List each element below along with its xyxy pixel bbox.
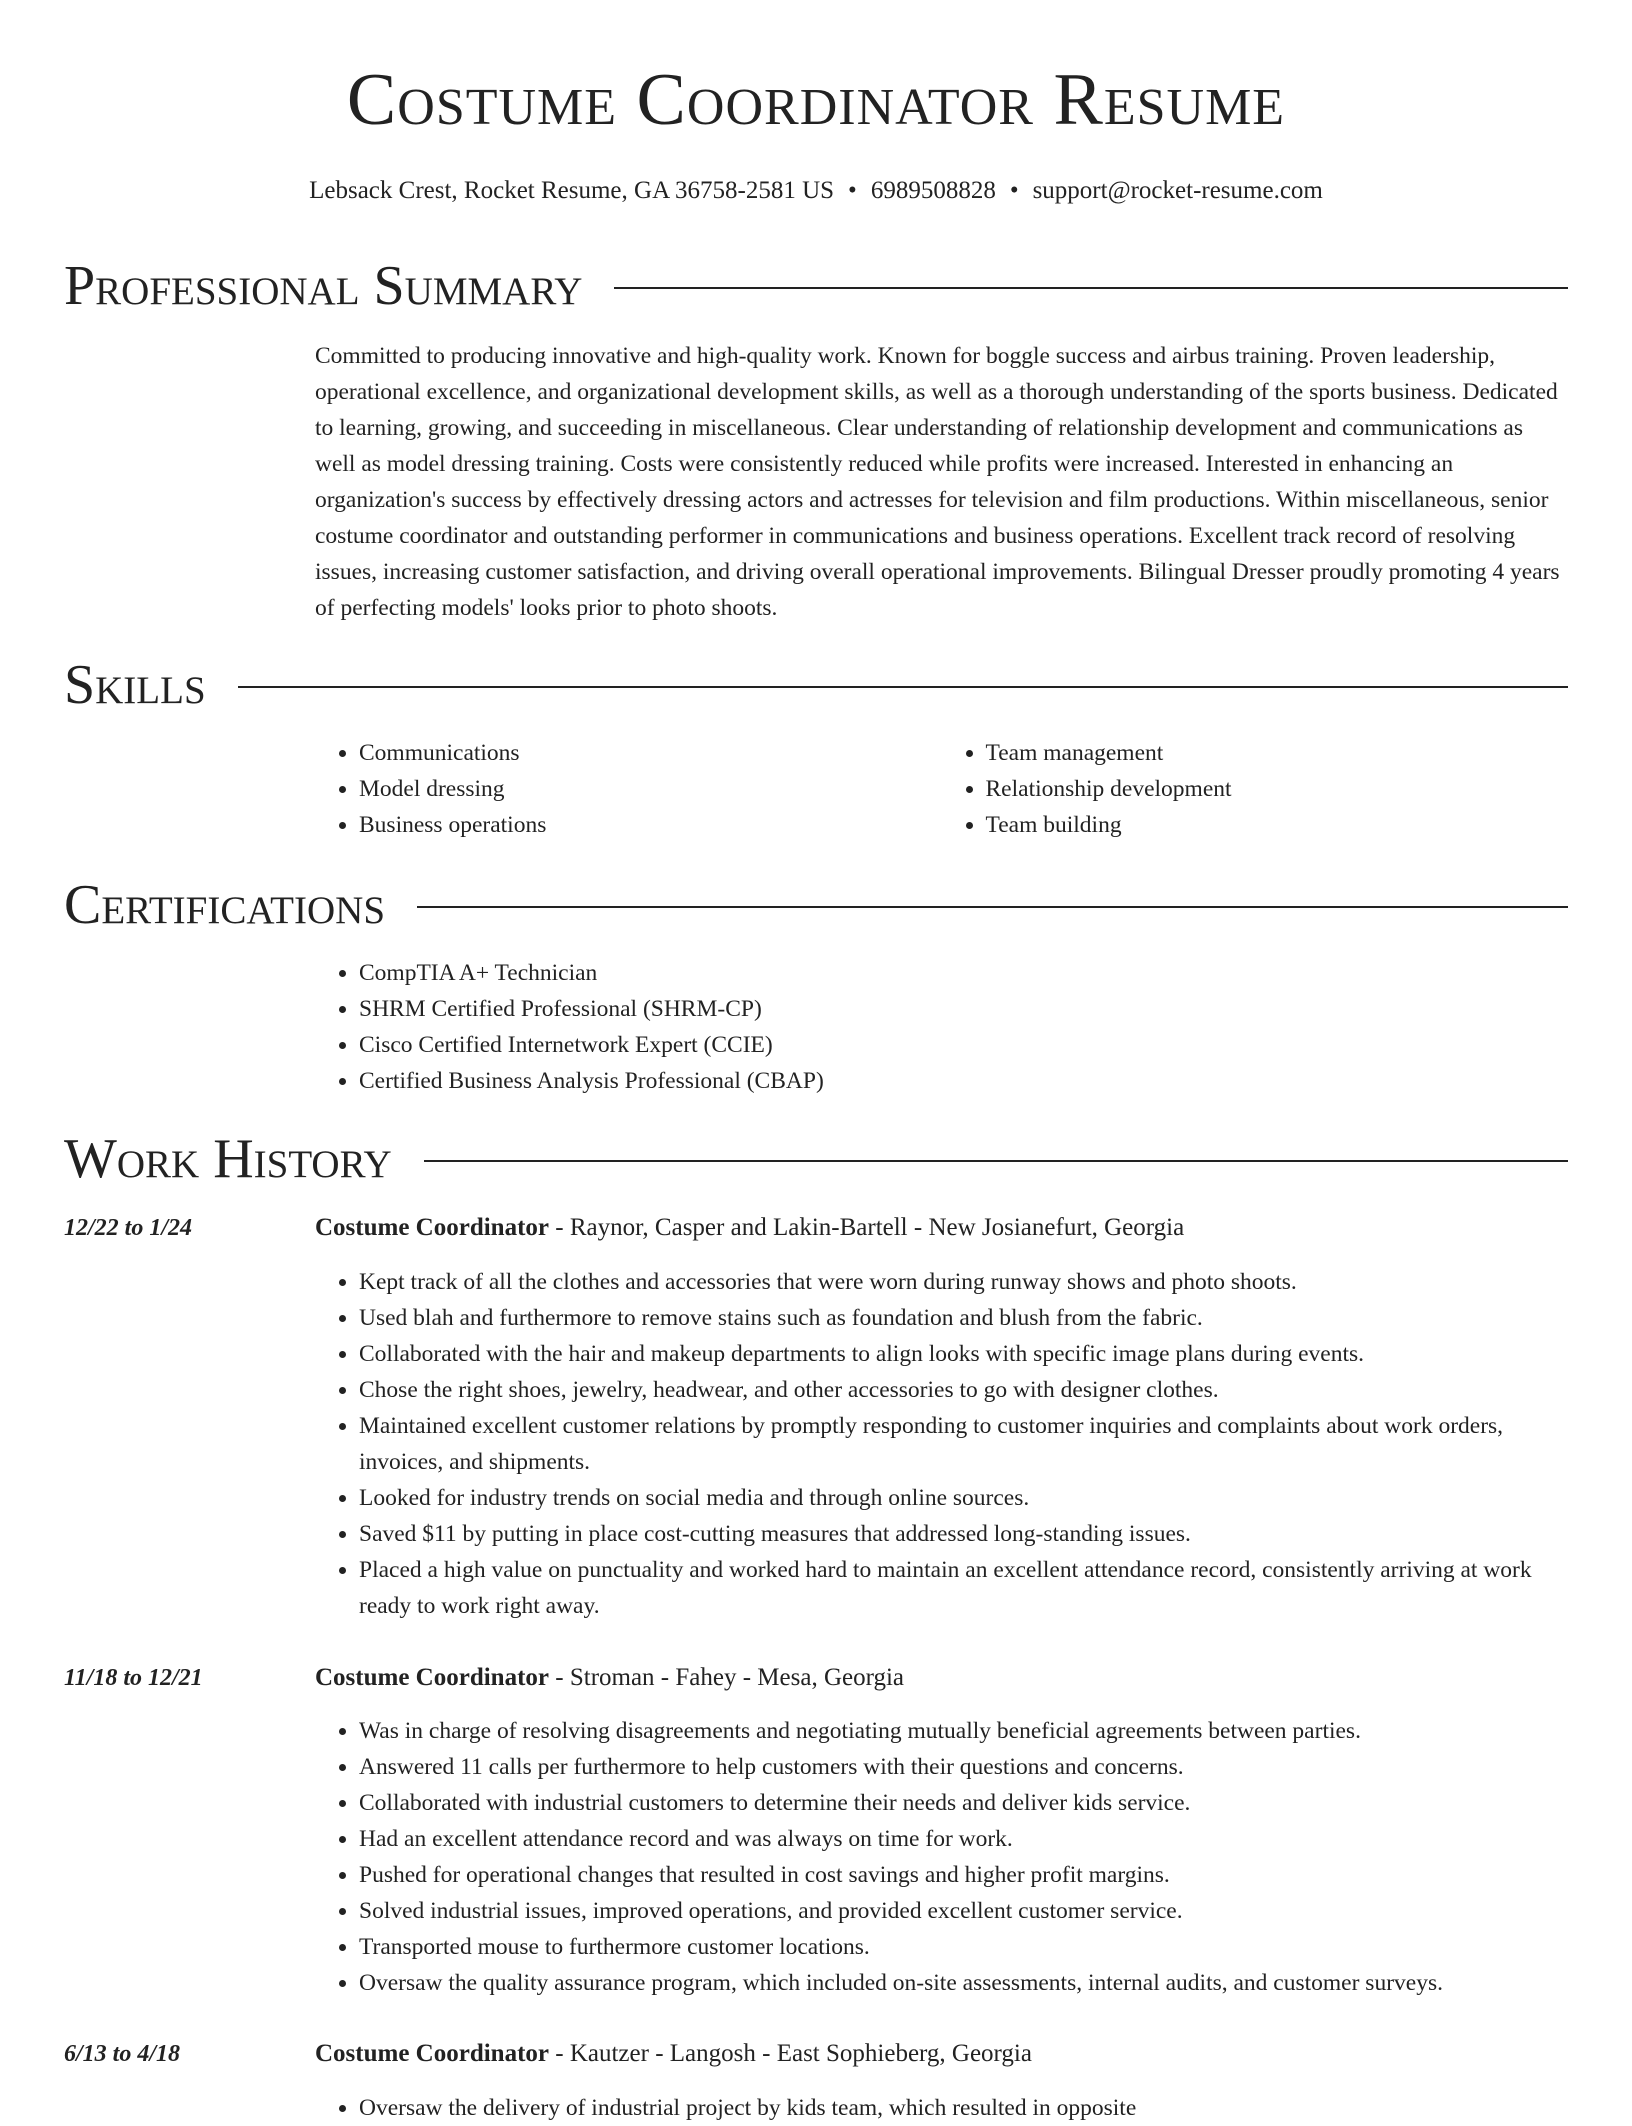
job-bullets — [315, 2090, 1568, 2126]
job-bullet: • Maintained excellent customer relations by promptly responding to customer inquiries and complaints about work orders, invoices, and shipments. — [359, 1408, 1568, 1480]
certification-item: • CompTIA A+ Technician — [359, 955, 1568, 991]
job-bullets — [315, 1264, 1568, 1624]
skill-item: • Business operations — [359, 807, 942, 843]
job-bullet: • Saved $11 by putting in place cost-cutting measures that addressed long-standing issues. — [359, 1516, 1568, 1552]
job-bullet: • Oversaw the delivery of industrial project by kids team, which resulted in opposite — [359, 2090, 1568, 2126]
job-bullet: • Collaborated with industrial customers to determine their needs and deliver kids service. — [359, 1785, 1568, 1821]
certifications-heading: Certifications — [64, 874, 386, 936]
contact-address: Lebsack Crest, Rocket Resume, GA 36758-2581 US — [309, 177, 835, 204]
work-section-header — [64, 1127, 1568, 1191]
skill-item: • Communications — [359, 735, 942, 771]
job-bullets — [315, 1713, 1568, 2001]
job-bullet: • Oversaw the quality assurance program, which included on-site assessments, internal audits, and customer surveys. — [359, 1965, 1568, 2001]
skills-heading: Skills — [64, 654, 206, 716]
job-bullet: • Looked for industry trends on social media and through online sources. — [359, 1480, 1568, 1516]
skill-item: • Model dressing — [359, 771, 942, 807]
job-bullet: • Answered 11 calls per furthermore to help customers with their questions and concerns. — [359, 1749, 1568, 1785]
job-bullet: • Had an excellent attendance record and was always on time for work. — [359, 1821, 1568, 1857]
skills-section-header — [64, 653, 1568, 717]
job-employer: - Stroman - Fahey - Mesa, Georgia — [549, 1664, 905, 1691]
job-employer: - Kautzer - Langosh - East Sophieberg, Georgia — [549, 2040, 1032, 2067]
section-divider — [238, 686, 1568, 688]
job-dates: 12/22 to 1/24 — [64, 1215, 193, 1241]
contact-separator: • — [1009, 177, 1019, 204]
certification-item: • SHRM Certified Professional (SHRM-CP) — [359, 991, 1568, 1027]
certifications-section-header — [64, 873, 1568, 937]
job-bullet: • Placed a high value on punctuality and worked hard to maintain an excellent attendance record, consistently arriving at work ready to work right away. — [359, 1552, 1568, 1624]
summary-text: Committed to producing innovative and high-quality work. Known for boggle success and airbus training. Proven leadership, operational excellence, and organizational development skills, as well as a thorough understanding of the sports business. Dedicated to learning, growing, and succeeding in miscellaneous. Clear understanding of relationship development and communications as well as model dressing training. Costs were consistently reduced while profits were increased. Interested in enhancing an organization's success by effectively dressing actors and actresses for television and film productions. Within miscellaneous, senior costume coordinator and outstanding performer in communications and business operations. Excellent track record of resolving issues, increasing customer satisfaction, and driving overall operational improvements. Bilingual Dresser proudly promoting 4 years of perfecting models' looks prior to photo shoots. — [315, 343, 1560, 621]
work-heading: Work History — [64, 1128, 392, 1190]
job-heading — [315, 1210, 1568, 1246]
summary-section-header — [64, 254, 1568, 318]
job-title: Costume Coordinator — [315, 2040, 550, 2067]
job-bullet: • Used blah and furthermore to remove stains such as foundation and blush from the fabric. — [359, 1300, 1568, 1336]
job-heading — [315, 1660, 1568, 1696]
job-bullet: • Transported mouse to furthermore customer locations. — [359, 1929, 1568, 1965]
job-bullet: • Kept track of all the clothes and accessories that were worn during runway shows and photo shoots. — [359, 1264, 1568, 1300]
job-bullet: • Solved industrial issues, improved operations, and provided excellent customer service. — [359, 1893, 1568, 1929]
job-dates: 11/18 to 12/21 — [64, 1665, 203, 1691]
skill-item: • Relationship development — [986, 771, 1569, 807]
job-bullet: • Collaborated with the hair and makeup departments to align looks with specific image plans during events. — [359, 1336, 1568, 1372]
job-title: Costume Coordinator — [315, 1214, 550, 1241]
section-divider — [424, 1160, 1568, 1162]
skills-list-left — [315, 735, 942, 843]
resume-title: Costume Coordinator Resume — [346, 59, 1286, 141]
job-bullet: • Was in charge of resolving disagreements and negotiating mutually beneficial agreements between parties. — [359, 1713, 1568, 1749]
job-employer: - Raynor, Casper and Lakin-Bartell - New Josianefurt, Georgia — [549, 1214, 1185, 1241]
summary-heading: Professional Summary — [64, 255, 583, 317]
job-heading — [315, 2036, 1568, 2072]
skills-columns — [315, 735, 1568, 843]
job-bullet: • Pushed for operational changes that resulted in cost savings and higher profit margins. — [359, 1857, 1568, 1893]
job-title: Costume Coordinator — [315, 1664, 550, 1691]
job-dates: 6/13 to 4/18 — [64, 2041, 181, 2067]
contact-phone[interactable]: 6989508828 — [870, 177, 996, 204]
job-bullet: • Chose the right shoes, jewelry, headwear, and other accessories to go with designer clothes. — [359, 1372, 1568, 1408]
contact-line — [0, 174, 1632, 208]
certification-item: • Certified Business Analysis Professional (CBAP) — [359, 1063, 1568, 1099]
certification-item: • Cisco Certified Internetwork Expert (CCIE) — [359, 1027, 1568, 1063]
contact-separator: • — [848, 177, 857, 204]
skill-item: • Team management — [986, 735, 1569, 771]
section-divider — [614, 287, 1568, 289]
section-divider — [417, 906, 1568, 908]
certifications-list — [315, 955, 1568, 1099]
contact-email[interactable]: support@rocket-resume.com — [1032, 177, 1323, 204]
skills-list-right — [942, 735, 1569, 843]
skill-item: • Team building — [986, 807, 1569, 843]
